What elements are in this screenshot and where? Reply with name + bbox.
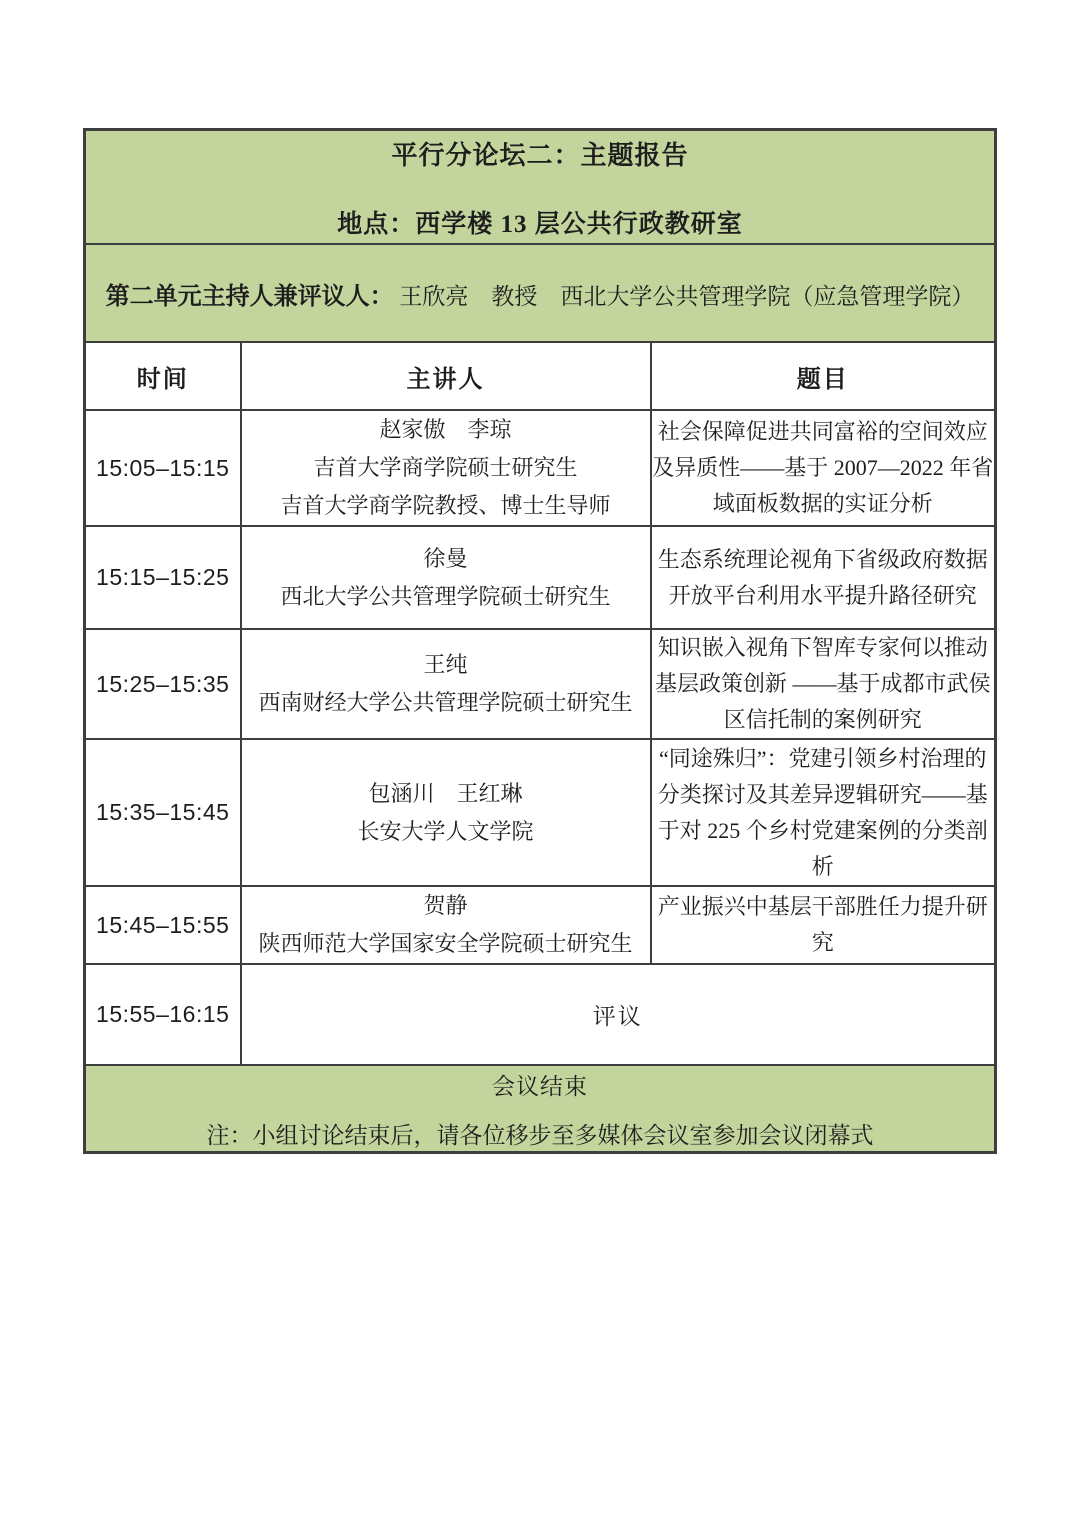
speaker-line: 吉首大学商学院教授、博士生导师 bbox=[280, 493, 611, 518]
footer-row bbox=[85, 1065, 996, 1153]
time-cell: 15:35–15:45 bbox=[85, 739, 241, 886]
speaker-line: 西北大学公共管理学院硕士研究生 bbox=[280, 583, 611, 609]
col-header-topic: 题目 bbox=[651, 342, 996, 410]
speaker-line: 包涵川 王红琳 bbox=[368, 780, 523, 806]
topic-cell: 生态系统理论视角下省级政府数据开放平台利用水平提升路径研究 bbox=[651, 526, 996, 629]
review-time-cell: 15:55–16:15 bbox=[85, 964, 241, 1065]
moderator-cell bbox=[85, 244, 996, 342]
review-row bbox=[85, 964, 996, 1065]
topic-cell: “同途殊归”：党建引领乡村治理的分类探讨及其差异逻辑研究——基于对 225 个乡村党建案例的分类剖析 bbox=[651, 739, 996, 886]
speaker-line: 西南财经大学公共管理学院硕士研究生 bbox=[258, 690, 633, 715]
speaker-cell bbox=[241, 629, 651, 739]
speaker-line: 贺静 bbox=[423, 893, 468, 918]
footer-note: 注：小组讨论结束后，请各位移步至多媒体会议室参加会议闭幕式 bbox=[206, 1122, 874, 1148]
session-row bbox=[85, 526, 996, 629]
time-cell: 15:05–15:15 bbox=[85, 410, 241, 526]
forum-title: 平行分论坛二：主题报告 bbox=[391, 140, 689, 170]
speaker-cell bbox=[241, 410, 651, 526]
session-row bbox=[85, 629, 996, 739]
time-cell: 15:45–15:55 bbox=[85, 886, 241, 964]
speaker-line: 长安大学人文学院 bbox=[357, 818, 534, 844]
col-header-speaker: 主讲人 bbox=[241, 342, 651, 410]
col-header-time: 时间 bbox=[85, 342, 241, 410]
meeting-end-text: 会议结束 bbox=[492, 1073, 588, 1099]
review-label-cell: 评议 bbox=[241, 964, 996, 1065]
footer-cell bbox=[85, 1065, 996, 1153]
speaker-line: 徐曼 bbox=[423, 545, 468, 571]
speaker-cell bbox=[241, 886, 651, 964]
speaker-line: 赵家傲 李琼 bbox=[379, 417, 512, 442]
moderator-row bbox=[85, 244, 996, 342]
forum-location: 地点：西学楼 13 层公共行政教研室 bbox=[337, 210, 743, 238]
session-row bbox=[85, 886, 996, 964]
speaker-line: 陕西师范大学国家安全学院硕士研究生 bbox=[258, 931, 633, 956]
topic-cell: 社会保障促进共同富裕的空间效应及异质性——基于 2007—2022 年省域面板数据的实证分析 bbox=[651, 410, 996, 526]
speaker-cell bbox=[241, 739, 651, 886]
topic-cell: 产业振兴中基层干部胜任力提升研究 bbox=[651, 886, 996, 964]
speaker-line: 吉首大学商学院硕士研究生 bbox=[313, 455, 578, 480]
session-row bbox=[85, 410, 996, 526]
moderator-value: 王欣亮 教授 西北大学公共管理学院（应急管理学院） bbox=[399, 283, 975, 309]
time-cell: 15:25–15:35 bbox=[85, 629, 241, 739]
forum-header-cell bbox=[85, 130, 996, 245]
topic-cell: 知识嵌入视角下智库专家何以推动基层政策创新 ——基于成都市武侯区信托制的案例研究 bbox=[651, 629, 996, 739]
speaker-line: 王纯 bbox=[423, 652, 468, 677]
schedule-table bbox=[83, 128, 997, 1154]
time-cell: 15:15–15:25 bbox=[85, 526, 241, 629]
forum-header-row bbox=[85, 130, 996, 245]
moderator-label: 第二单元主持人兼评议人： bbox=[105, 283, 394, 310]
session-row bbox=[85, 739, 996, 886]
speaker-cell bbox=[241, 526, 651, 629]
column-header-row bbox=[85, 342, 996, 410]
